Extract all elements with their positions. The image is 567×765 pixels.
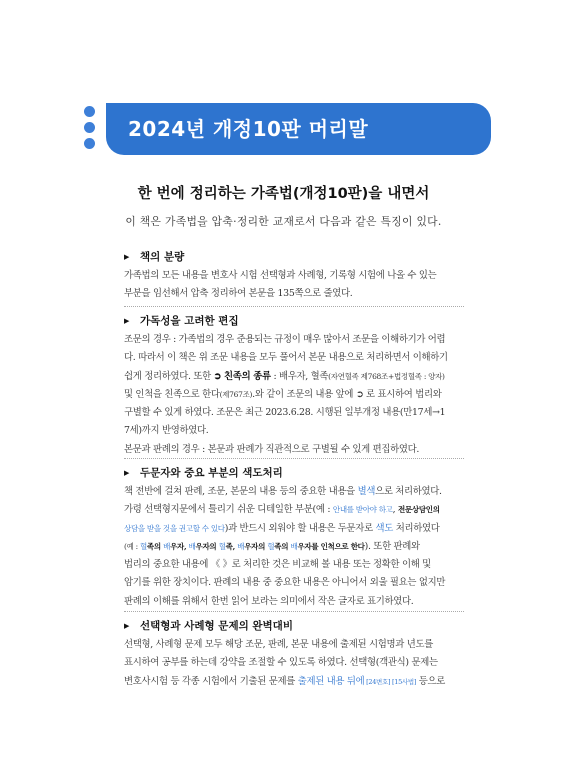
section-title <box>124 247 464 267</box>
text-run: 색도 <box>375 522 394 534</box>
text-run: )과 반드시 외워야 할 내용은 두문자로 <box>224 522 376 534</box>
text-run: 우자의 <box>195 541 219 551</box>
section-title-text: 가독성을 고려한 편집 <box>140 315 239 327</box>
text-run: 가령 선택형지문에서 틀리기 쉬운 디테일한 부분(예 : <box>124 504 333 516</box>
page-heading: 한 번에 정리하는 가족법(개정10판)을 내면서 <box>137 186 430 202</box>
section-body <box>124 636 464 691</box>
text-run: 우자, <box>170 541 189 551</box>
section-title-text: 두문자와 중요 부분의 색도처리 <box>140 467 283 479</box>
body-line <box>124 368 464 386</box>
section-readability <box>124 311 464 459</box>
section-body <box>124 483 464 611</box>
body-line: 구별할 수 있게 하였다. 조문은 최근 2023.6.28. 시행된 일부개정 내용(만17세→1 <box>124 407 446 419</box>
divider <box>124 306 464 307</box>
body-line: 본문과 판례의 경우 : 본문과 판례가 직관적으로 구별될 수 있게 편집하였다. <box>124 443 420 455</box>
section-title <box>124 616 464 636</box>
text-run: 및 인척을 친족으로 한다 <box>124 388 220 400</box>
text-run: 상담을 받을 것을 권고할 수 있다 <box>124 523 225 533</box>
text-run: ). 또한 판례와 <box>364 540 420 552</box>
body-line: 법리의 중요한 내용에 《 》로 처리한 것은 비교해 볼 내용 또는 정확한 이해 및 <box>124 559 431 571</box>
body-line: 부분을 임선해서 압축 정리하여 본문을 135쪽으로 줄였다. <box>124 288 353 300</box>
text-run: : 배우자, 혈족 <box>270 370 329 382</box>
divider <box>124 458 464 459</box>
text-run: 으로 처리하였다. <box>375 486 442 497</box>
text-run: 우자의 <box>244 541 268 551</box>
section-title-text: 선택형과 사례형 문제의 완벽대비 <box>140 620 293 632</box>
body-line: 암기를 위한 장치이다. 판례의 내용 중 중요한 내용은 아니어서 외울 필요는 없지만 <box>124 577 446 589</box>
section-title <box>124 311 464 331</box>
section-title-text: 책의 분량 <box>140 251 185 263</box>
body-line <box>124 520 464 538</box>
text-run: 출제된 내용 뒤에 <box>297 675 365 687</box>
text-run: .와 같이 조문의 내용 앞에 ➲ 로 표시하여 법리와 <box>252 388 442 400</box>
section-color-coding <box>124 463 464 611</box>
body-line: 7세)까지 반영하였다. <box>124 425 209 437</box>
text-run: 쉽게 정리하였다. 또한 <box>124 370 214 382</box>
body-line: 다. 따라서 이 책은 위 조문 내용을 모두 풀어서 본문 내용으로 처리하면서 이해하기 <box>124 352 448 364</box>
triangle-bullet-icon: ▶ <box>124 253 130 261</box>
text-run: 혈 <box>139 541 147 551</box>
text-run: 안내를 받아야 하고 <box>332 505 393 515</box>
divider <box>124 611 464 612</box>
text-run: (자연혈족 제768조+법정혈족 : 양자) <box>328 371 445 381</box>
triangle-bullet-icon: ▶ <box>124 317 130 325</box>
exam-tag: [24변호] [15사법] <box>364 677 417 686</box>
text-run: 혈 <box>267 541 275 551</box>
body-line <box>124 501 464 519</box>
text-run: 우자를 인척으로 한다 <box>297 541 365 551</box>
dot-icon <box>84 122 95 133</box>
banner-title: 2024년 개정10판 머리말 <box>128 117 369 141</box>
body-line: 가족법의 모든 내용을 변호사 시험 선택형과 사례형, 기록형 시험에 나올 수 있는 <box>124 270 437 281</box>
body-line <box>124 386 464 404</box>
text-run: 배 <box>163 541 171 551</box>
body-line <box>124 538 464 556</box>
triangle-bullet-icon: ▶ <box>124 469 130 477</box>
banner-dots <box>84 106 95 154</box>
text-run: 배 <box>237 541 245 551</box>
triangle-bullet-icon: ▶ <box>124 622 130 630</box>
text-run: , <box>392 504 398 516</box>
section-body <box>124 331 464 459</box>
section-volume <box>124 247 464 304</box>
section-body <box>124 267 464 304</box>
dot-icon <box>84 138 95 149</box>
text-run: 족의 <box>146 541 164 551</box>
text-run: 배 <box>290 541 298 551</box>
body-line: 선택형, 사례형 문제 모두 해당 조문, 판례, 본문 내용에 출제된 시험명과 년도를 <box>124 639 433 650</box>
body-line: 조문의 경우 : 가족법의 경우 준용되는 규정이 매우 많아서 조문을 이해하기가 어렵 <box>124 334 446 345</box>
intro-text: 이 책은 가족법을 압축·정리한 교재로서 다음과 같은 특징이 있다. <box>125 215 442 228</box>
section-exam-prep <box>124 616 464 691</box>
section-title <box>124 463 464 483</box>
text-run: 전문상담인의 <box>397 505 440 515</box>
text-run: 족의 <box>274 541 291 551</box>
text-run: 책 전반에 걸쳐 판례, 조문, 본문의 내용 등의 중요한 내용을 <box>124 486 358 497</box>
title-banner <box>106 103 491 155</box>
text-run: ➲ 친족의 종류 <box>213 370 271 382</box>
text-run: 혈 <box>218 541 226 551</box>
text-run: 별색 <box>357 486 376 497</box>
body-line: 판례의 이해를 위해서 한번 읽어 보라는 의미에서 작은 글자로 표기하였다. <box>124 595 414 607</box>
body-line: 표시하여 공부를 하는데 강약을 조절할 수 있도록 하였다. 선택형(객관식) 문제는 <box>124 657 438 669</box>
dot-icon <box>84 106 95 117</box>
text-run: (예 : <box>124 541 140 551</box>
body-line <box>124 483 464 501</box>
text-run: 처리하였다 <box>393 522 440 534</box>
text-run: (제767조) <box>219 389 253 399</box>
text-run: 등으로 <box>416 675 446 687</box>
body-line <box>124 673 464 691</box>
text-run: 족, <box>225 541 238 551</box>
text-run: 배 <box>188 541 196 551</box>
text-run: 변호사시험 등 각종 시험에서 기출된 문제를 <box>124 675 298 687</box>
